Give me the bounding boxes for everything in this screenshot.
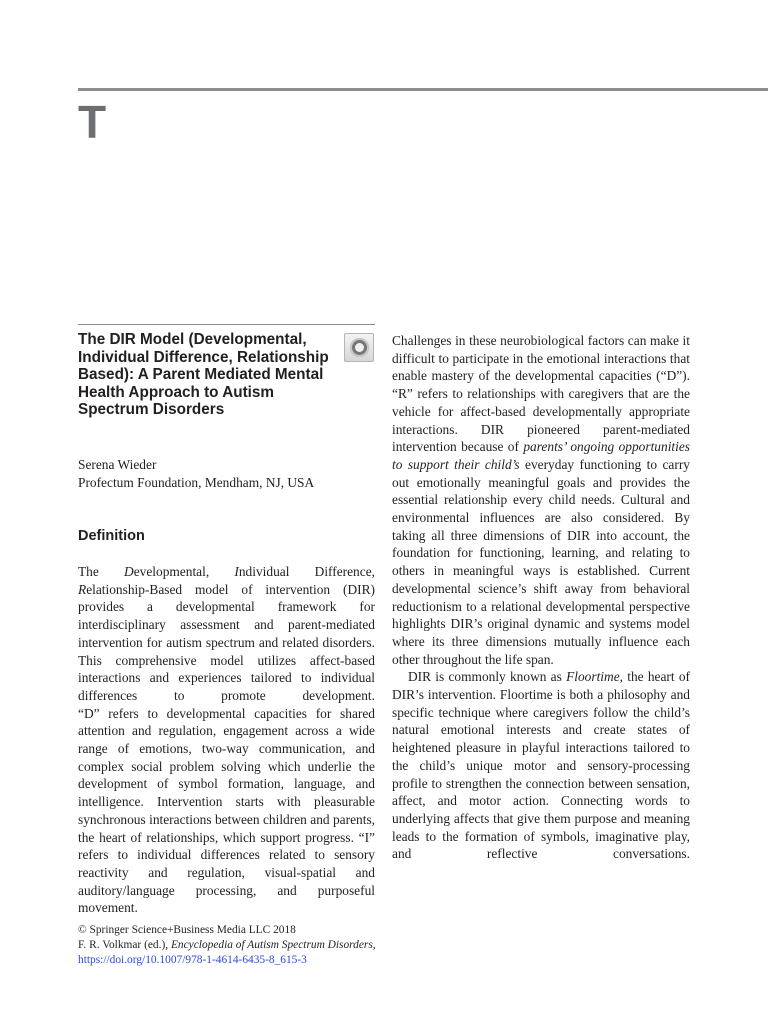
author-name: Serena Wieder [78, 457, 157, 472]
left-column [78, 563, 375, 917]
citation-line: F. R. Volkmar (ed.), Encyclopedia of Autism Spectrum Disorders, [78, 939, 376, 951]
definition-paragraph-d-i: “D” refers to developmental capacities for shared attention and regulation, engagement across a wide range of emotions, two-way communication, and complex social problem solving which underlie the development of symbol formation, language, and intelligence. Intervention starts with pleasurable synchronous interactions between children and parents, the heart of relationships, which support progress. “I” refers to individual differences related to sensory reactivity and regulation, visual-spatial and auditory/language processing, and purposeful movement. [78, 705, 375, 916]
author-block [78, 456, 375, 492]
copyright-line: © Springer Science+Business Media LLC 2018 [78, 924, 296, 936]
top-rule [78, 88, 768, 91]
definition-intro: The Developmental, Individual Difference, Relationship-Based model of intervention (DIR) provides a developmental framework for interdisciplinary assessment and parent-mediated intervention for autism spectrum and related disorders. This comprehensive model utilizes affect-based interactions and experiences tailored to individual differences to promote development. [78, 564, 375, 703]
citation-footer [78, 923, 478, 968]
definition-paragraph-floortime: DIR is commonly known as Floortime, the heart of DIR’s intervention. Floortime is both a philosophy and specific technique where caregivers follow the child’s natural emotional interests and create states of heightened pleasure in playful interactions tailored to the child’s unique motor and sensory-processing profile to strengthen the connection between sensation, affect, and motor action. Connecting words to underlying affects that give them purpose and meaning leads to the formation of symbols, imaginative play, and reflective conversations. [392, 669, 690, 862]
section-letter: T [78, 96, 107, 148]
definition-paragraph-r: Challenges in these neurobiological factors can make it difficult to participate in the emotional interactions that enable mastery of the developmental capacities (“D”). “R” refers to relationships with caregivers that are the vehicle for affect-based developmentally appropriate interactions. DIR pioneered parent-mediated intervention because of parents’ ongoing opportunities to support their child’s everyday functioning to carry out emotionally meaningful goals and provides the essential relationship every child needs. Cultural and environmental influences are also considered. By taking all three dimensions of DIR into account, the foundation for functioning, learning, and relating to others in meaningful ways is established. Current developmental science’s shift away from behavioral reductionism to a relational developmental perspective highlights DIR’s original dynamic and systems model where its three dimensions mutually influence each other throughout the life span. [392, 333, 691, 667]
right-column [392, 332, 690, 863]
definition-heading: Definition [78, 528, 145, 544]
doi-link[interactable]: https://doi.org/10.1007/978-1-4614-6435-8_615-3 [78, 954, 307, 966]
entry-title: The DIR Model (Developmental, Individual Difference, Relationship Based): A Parent Mediated Mental Health Approach to Autism Spectrum Disorders [78, 331, 329, 419]
author-affiliation: Profectum Foundation, Mendham, NJ, USA [78, 475, 315, 490]
crossmark-icon[interactable] [344, 333, 374, 362]
title-rule [78, 324, 375, 325]
